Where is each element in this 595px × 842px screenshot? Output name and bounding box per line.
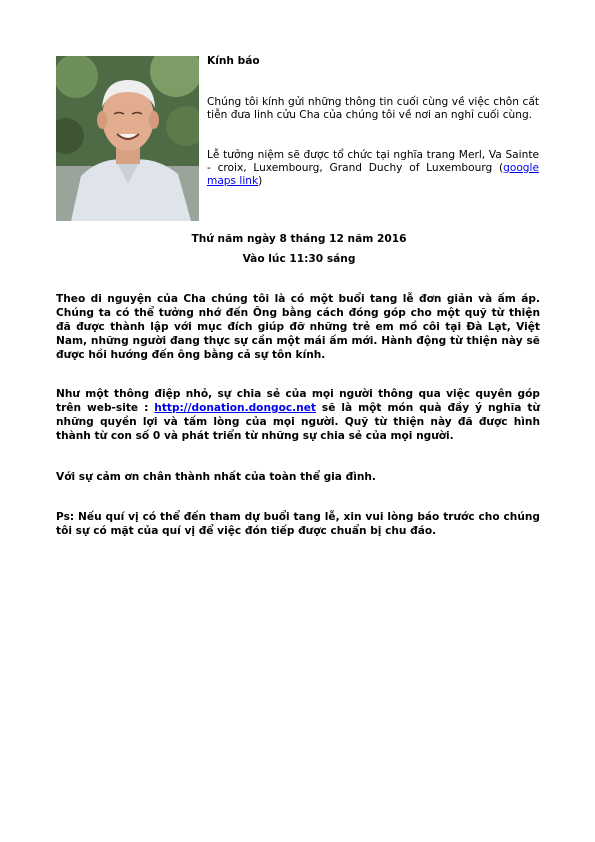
wish-paragraph: Theo di nguyện của Cha chúng tôi là có một buổi tang lễ đơn giản và ấm áp. Chúng ta có thể tưởng nhớ đến Ông bằng cách đóng góp cho một quỹ từ thiện đã được thành lập với mục đích giúp đỡ những trẻ em mồ côi tại Đà Lạt, Việt Nam, những người đang thực sự cần một mái ấm mới. Hành động từ thiện này sẽ được hồi hướng đến ông bằng cả sự tôn kính. (56, 293, 540, 361)
paren-close: ) (258, 175, 263, 187)
thanks-text: Với sự cảm ơn chân thành nhất của toàn thể gia đình. (56, 471, 376, 483)
donation-text-after: sẽ là một món quà đầy ý nghĩa từ những quyền lợi và tấm lòng của mọi người. Quỹ từ thiện này đã được hình thành từ con số 0 và phát triển từ những sự chia sẻ của mọi người. (56, 402, 540, 442)
ceremony-location: Lễ tưởng niệm sẽ được tổ chức tại nghĩa trang Merl, Va Sainte - croix, Luxembourg, Grand Duchy of Luxembourg (207, 149, 539, 174)
intro-text: Chúng tôi kính gửi những thông tin cuối cùng về việc chôn cất tiễn đưa linh cửu Cha của chúng tôi về nơi an nghỉ cuối cùng. (207, 96, 539, 121)
paren-open: ( (498, 162, 504, 174)
donation-link[interactable]: http://donation.dongoc.net (154, 402, 316, 414)
ceremony-time: Vào lúc 11:30 sáng (242, 253, 356, 265)
ceremony-date: Thứ năm ngày 8 tháng 12 năm 2016 (191, 233, 407, 245)
ps-text: Ps: Nếu quí vị có thể đến tham dự buổi tang lễ, xin vui lòng báo trước cho chúng tôi sự có mặt của quí vị để việc đón tiếp được chuẩn bị chu đáo. (56, 511, 540, 537)
header-block (207, 55, 539, 188)
portrait-photo (56, 56, 199, 221)
google-maps-link[interactable]: google maps link (207, 162, 539, 187)
ceremony-text (207, 149, 539, 188)
donation-paragraph (56, 387, 540, 443)
greeting: Kính báo (207, 55, 260, 67)
donation-text-before: Như một thông điệp nhỏ, sự chia sẻ của mọi người thông qua việc quyên góp trên web-site : (56, 388, 540, 414)
